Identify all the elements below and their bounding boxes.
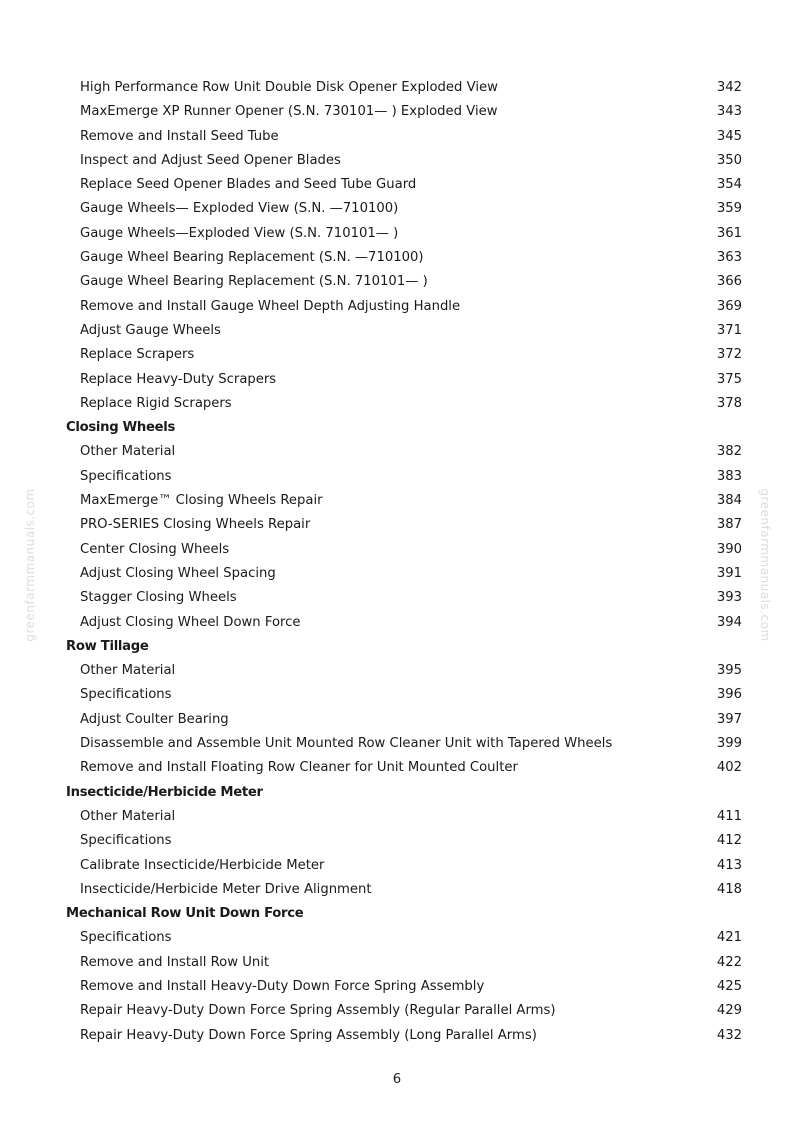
entry-title: Gauge Wheels— Exploded View (S.N. —710100) xyxy=(80,201,399,217)
entry-title: Specifications xyxy=(80,468,172,484)
entry-page-number: 425 xyxy=(716,978,742,994)
section-title: Mechanical Row Unit Down Force xyxy=(66,906,304,922)
toc-entry xyxy=(66,951,742,975)
toc-entry xyxy=(66,562,742,586)
toc-entry xyxy=(66,319,742,343)
entry-page-number: 361 xyxy=(716,225,742,241)
toc-entry xyxy=(66,513,742,537)
table-of-contents xyxy=(66,76,742,1048)
entry-title: Other Material xyxy=(80,663,176,679)
toc-entry xyxy=(66,270,742,294)
entry-page-number: 390 xyxy=(716,541,742,557)
entry-page-number: 396 xyxy=(716,687,742,703)
entry-page-number: 432 xyxy=(716,1027,742,1043)
toc-entry xyxy=(66,125,742,149)
entry-page-number: 399 xyxy=(716,736,742,752)
toc-entry xyxy=(66,878,742,902)
entry-page-number: 359 xyxy=(716,201,742,217)
entry-title: Replace Seed Opener Blades and Seed Tube Guard xyxy=(80,177,417,193)
entry-page-number: 422 xyxy=(716,954,742,970)
toc-entry xyxy=(66,76,742,100)
entry-page-number: 394 xyxy=(716,614,742,630)
entry-page-number: 354 xyxy=(716,177,742,193)
entry-title: Repair Heavy-Duty Down Force Spring Assembly (Regular Parallel Arms) xyxy=(80,1003,556,1019)
entry-title: Other Material xyxy=(80,808,176,824)
toc-entry xyxy=(66,708,742,732)
entry-title: Specifications xyxy=(80,687,172,703)
entry-title: Replace Scrapers xyxy=(80,347,195,363)
entry-page-number: 393 xyxy=(716,590,742,606)
entry-title: Specifications xyxy=(80,833,172,849)
entry-page-number: 382 xyxy=(716,444,742,460)
toc-entry xyxy=(66,756,742,780)
entry-title: Adjust Coulter Bearing xyxy=(80,711,229,727)
entry-title: Inspect and Adjust Seed Opener Blades xyxy=(80,152,341,168)
entry-page-number: 412 xyxy=(716,833,742,849)
entry-page-number: 378 xyxy=(716,395,742,411)
entry-page-number: 383 xyxy=(716,468,742,484)
toc-entry xyxy=(66,343,742,367)
entry-page-number: 372 xyxy=(716,347,742,363)
toc-section-heading xyxy=(66,635,742,659)
entry-title: Gauge Wheel Bearing Replacement (S.N. 710101— ) xyxy=(80,274,428,290)
toc-entry xyxy=(66,999,742,1023)
watermark-left: greenfarmmanuals.com xyxy=(23,488,37,642)
section-title: Insecticide/Herbicide Meter xyxy=(66,784,263,800)
toc-entry xyxy=(66,100,742,124)
toc-entry xyxy=(66,489,742,513)
toc-section-heading xyxy=(66,902,742,926)
entry-page-number: 411 xyxy=(716,808,742,824)
watermark-right: greenfarmmanuals.com xyxy=(758,488,772,642)
entry-page-number: 421 xyxy=(716,930,742,946)
entry-title: Remove and Install Heavy-Duty Down Force Spring Assembly xyxy=(80,978,485,994)
toc-entry xyxy=(66,854,742,878)
toc-entry xyxy=(66,683,742,707)
toc-entry xyxy=(66,149,742,173)
entry-title: Adjust Closing Wheel Spacing xyxy=(80,565,276,581)
entry-title: High Performance Row Unit Double Disk Opener Exploded View xyxy=(80,80,498,95)
entry-title: Insecticide/Herbicide Meter Drive Alignment xyxy=(80,881,372,897)
toc-section-heading xyxy=(66,416,742,440)
entry-page-number: 384 xyxy=(716,493,742,509)
entry-title: Remove and Install Gauge Wheel Depth Adjusting Handle xyxy=(80,298,461,314)
entry-title: Remove and Install Floating Row Cleaner for Unit Mounted Coulter xyxy=(80,760,518,776)
entry-title: Stagger Closing Wheels xyxy=(80,590,237,606)
entry-title: Specifications xyxy=(80,930,172,946)
entry-page-number: 371 xyxy=(716,322,742,338)
entry-page-number: 375 xyxy=(716,371,742,387)
toc-entry xyxy=(66,805,742,829)
toc-entry xyxy=(66,246,742,270)
toc-entry xyxy=(66,1024,742,1048)
toc-section-heading xyxy=(66,781,742,805)
entry-title: PRO-SERIES Closing Wheels Repair xyxy=(80,517,311,533)
entry-page-number: 429 xyxy=(716,1003,742,1019)
entry-title: Adjust Closing Wheel Down Force xyxy=(80,614,301,630)
toc-entry xyxy=(66,586,742,610)
toc-entry xyxy=(66,611,742,635)
entry-page-number: 350 xyxy=(716,152,742,168)
entry-page-number: 413 xyxy=(716,857,742,873)
entry-page-number: 391 xyxy=(716,565,742,581)
entry-title: Calibrate Insecticide/Herbicide Meter xyxy=(80,857,325,873)
toc-entry xyxy=(66,659,742,683)
toc-entry xyxy=(66,926,742,950)
entry-title: Other Material xyxy=(80,444,176,460)
toc-entry xyxy=(66,392,742,416)
toc-entry xyxy=(66,440,742,464)
entry-page-number: 397 xyxy=(716,711,742,727)
toc-entry xyxy=(66,222,742,246)
toc-entry xyxy=(66,829,742,853)
toc-entry xyxy=(66,975,742,999)
section-title: Row Tillage xyxy=(66,638,149,654)
toc-entry xyxy=(66,465,742,489)
entry-page-number: 342 xyxy=(716,80,742,95)
toc-entry xyxy=(66,538,742,562)
entry-page-number: 345 xyxy=(716,128,742,144)
entry-title: Center Closing Wheels xyxy=(80,541,230,557)
toc-entry xyxy=(66,368,742,392)
entry-title: Replace Rigid Scrapers xyxy=(80,395,232,411)
entry-title: Replace Heavy-Duty Scrapers xyxy=(80,371,277,387)
entry-title: Remove and Install Row Unit xyxy=(80,954,270,970)
entry-title: Remove and Install Seed Tube xyxy=(80,128,279,144)
toc-entry xyxy=(66,295,742,319)
entry-page-number: 363 xyxy=(716,250,742,266)
page-number: 6 xyxy=(392,1072,402,1087)
toc-entry xyxy=(66,173,742,197)
entry-page-number: 369 xyxy=(716,298,742,314)
entry-page-number: 418 xyxy=(716,881,742,897)
entry-page-number: 343 xyxy=(716,104,742,120)
toc-entry xyxy=(66,732,742,756)
entry-page-number: 395 xyxy=(716,663,742,679)
section-title: Closing Wheels xyxy=(66,420,176,436)
entry-title: Gauge Wheel Bearing Replacement (S.N. —710100) xyxy=(80,250,424,266)
entry-title: MaxEmerge™ Closing Wheels Repair xyxy=(80,493,323,509)
entry-page-number: 402 xyxy=(716,760,742,776)
entry-title: Disassemble and Assemble Unit Mounted Row Cleaner Unit with Tapered Wheels xyxy=(80,736,613,752)
toc-entry xyxy=(66,197,742,221)
entry-page-number: 387 xyxy=(716,517,742,533)
entry-title: MaxEmerge XP Runner Opener (S.N. 730101— ) Exploded View xyxy=(80,104,498,120)
entry-title: Repair Heavy-Duty Down Force Spring Assembly (Long Parallel Arms) xyxy=(80,1027,537,1043)
entry-page-number: 366 xyxy=(716,274,742,290)
entry-title: Gauge Wheels—Exploded View (S.N. 710101— ) xyxy=(80,225,399,241)
entry-title: Adjust Gauge Wheels xyxy=(80,322,221,338)
